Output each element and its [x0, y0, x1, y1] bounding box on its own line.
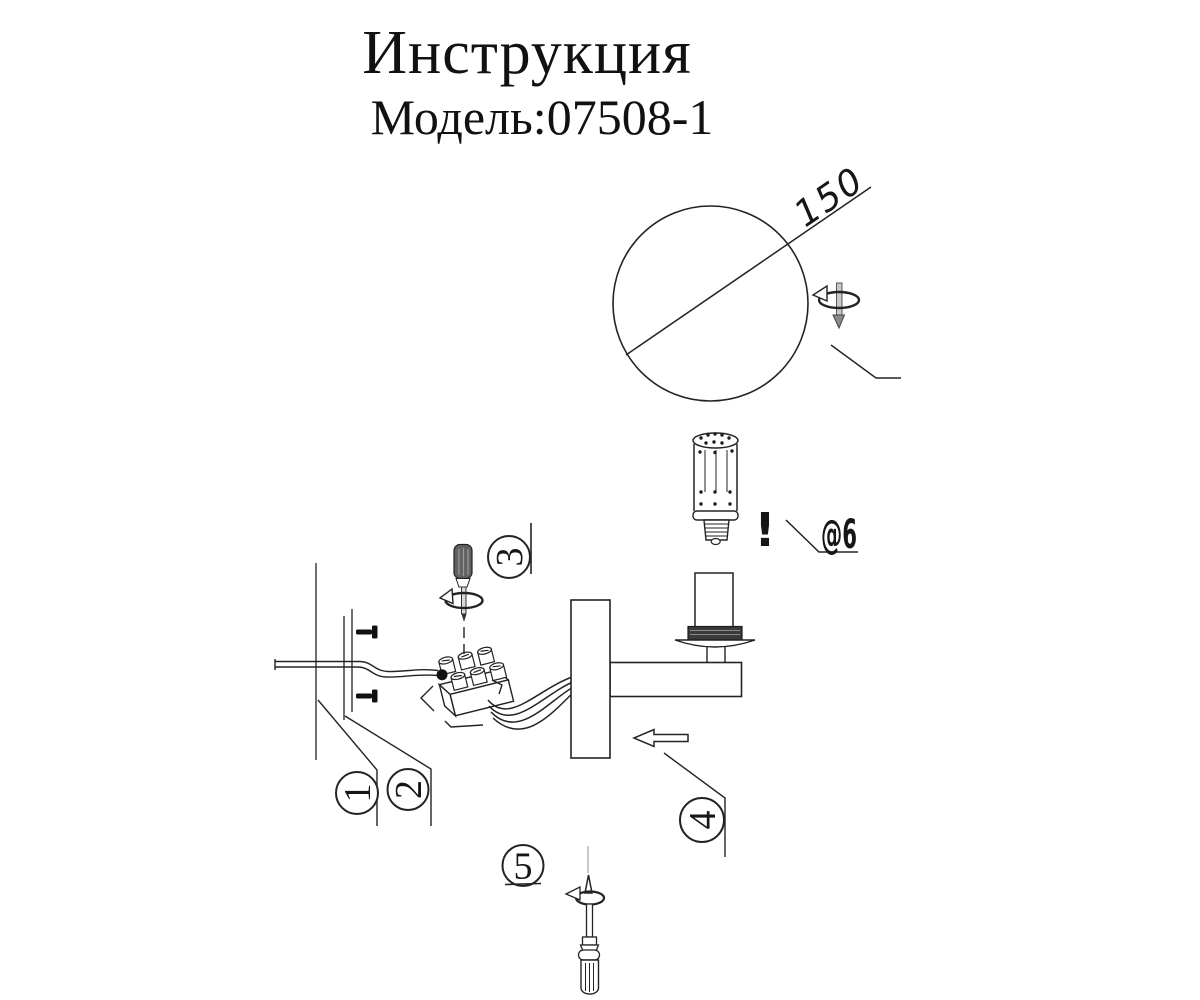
screw-icon [356, 690, 378, 703]
screwdriver-tip [462, 614, 467, 622]
step-balloon-3 [488, 536, 531, 578]
cable-wire [275, 667, 437, 677]
globe-circle [613, 206, 808, 401]
screwdriver-blade [585, 875, 592, 893]
lamp-socket [675, 573, 755, 664]
screwdriver-shaft [587, 904, 593, 937]
step-balloon-2 [388, 769, 431, 810]
power-cable [275, 659, 438, 677]
screwdriver-shaft [462, 587, 467, 614]
step-number: 1 [337, 783, 379, 803]
rotate-arrowhead [566, 887, 580, 900]
model-label: Модель:07508-1 [370, 89, 714, 145]
step-number: 2 [388, 780, 430, 799]
step-balloon-1 [336, 772, 379, 814]
globe-leader-line [831, 345, 901, 378]
step-balloon-4 [680, 798, 724, 842]
step-number: 4 [682, 810, 724, 830]
socket-flange [675, 640, 755, 647]
warning-exclamation: ! [754, 503, 776, 557]
bulb-spec-label: @6 [821, 512, 857, 558]
block-bracket-mark [421, 686, 434, 711]
bulb-spec-callout [786, 512, 858, 558]
socket-cup [695, 573, 733, 627]
mounting-screws [356, 626, 378, 703]
screwdriver-ferrule [456, 579, 470, 588]
glass-globe [613, 160, 901, 401]
bulb-contact-tip [711, 539, 720, 545]
bulb-icon [693, 432, 738, 544]
balloon-underline [505, 884, 541, 885]
bulb-screw-base [704, 520, 729, 540]
terminal-screws-back [438, 646, 494, 675]
rotate-arrowhead [813, 286, 827, 301]
socket-stem [707, 645, 725, 664]
step-balloon-5 [503, 845, 544, 888]
screwdriver-icon-bottom [566, 846, 604, 994]
block-bracket-mark [445, 721, 483, 727]
screwdriver-bulge [579, 950, 600, 960]
globe-diameter-label: 150 [787, 159, 872, 236]
step-number: 5 [513, 845, 533, 888]
step-number: 3 [489, 547, 531, 567]
screwdriver-collar [583, 937, 597, 945]
page-title: Инструкция [362, 19, 692, 87]
bulb-skirt [693, 511, 738, 520]
sconce-arm [610, 663, 742, 697]
socket-thread-collar [688, 627, 742, 641]
wall-plate [571, 600, 610, 758]
terminal-block-icon [421, 644, 514, 727]
insert-arrow-icon [634, 730, 688, 747]
screw-icon [356, 626, 378, 639]
rotate-arrowhead [440, 589, 453, 604]
screwdriver-icon-top [440, 545, 483, 655]
rotate-icon-globe [813, 283, 859, 328]
